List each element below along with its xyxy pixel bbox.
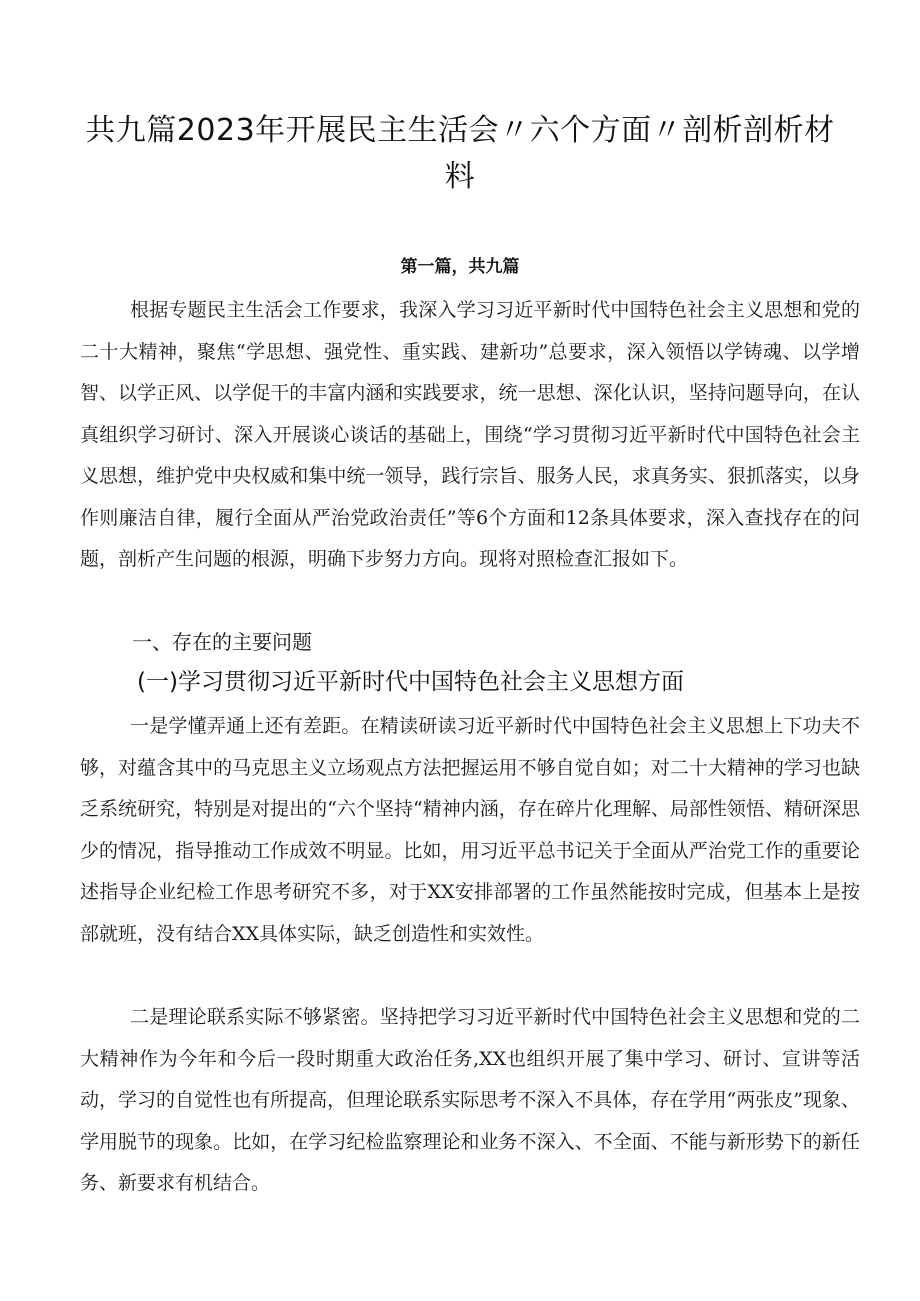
paragraph-gap-in-understanding: 一是学懂弄通上还有差距。在精读研读习近平新时代中国特色社会主义思想上下功夫不够，对蕴含其中的马克思主义立场观点方法把握运用不够自觉自如；对二十大精神的学习也缺乏系统研究，特别是对提出的“六个坚持“精神内涵，存在碎片化理解、局部性领悟、精研深思少的情况，指导推动工作成效不明显。比如，用习近平总书记关于全面从严治党工作的重要论述指导企业纪检工作思考研究不多，对于XX安排部署的工作虽然能按时完成，但基本上是按部就班，没有结合XX具体实际，缺乏创造性和实效性。 (80, 715, 860, 945)
document-title: 共九篇2023年开展民主生活会〃六个方面〃剖析剖析材料 (85, 113, 835, 194)
section-label: 第一篇，共九篇 (400, 257, 520, 277)
heading-main-problems: 一、存在的主要问题 (132, 630, 312, 654)
heading-study-aspect: (一)学习贯彻习近平新时代中国特色社会主义思想方面 (137, 669, 684, 695)
paragraph-theory-practice: 二是理论联系实际不够紧密。坚持把学习习近平新时代中国特色社会主义思想和党的二大精神作为今年和今后一段时期重大政治任务,XX也组织开展了集中学习、研讨、宣讲等活动，学习的自觉性也有所提高，但理论联系实际思考不深入不具体，存在学用“两张皮”现象、学用脱节的现象。比如，在学习纪检监察理论和业务不深入、不全面、不能与新形势下的新任务、新要求有机结合。 (80, 1006, 860, 1194)
intro-paragraph: 根据专题民主生活会工作要求，我深入学习习近平新时代中国特色社会主义思想和党的二十大精神，聚焦“学思想、强党性、重实践、建新功”总要求，深入领悟以学铸魂、以学增智、以学正风、以学促干的丰富内涵和实践要求，统一思想、深化认识，坚持问题导向，在认真组织学习研讨、深入开展谈心谈话的基础上，围绕“学习贯彻习近平新时代中国特色社会主义思想，维护党中央权威和集中统一领导，践行宗旨、服务人民，求真务实、狠抓落实，以身作则廉洁自律，履行全面从严治党政治责任”等6个方面和12条具体要求，深入查找存在的问题，剖析产生问题的根源，明确下步努力方向。现将对照检查汇报如下。 (80, 299, 860, 570)
